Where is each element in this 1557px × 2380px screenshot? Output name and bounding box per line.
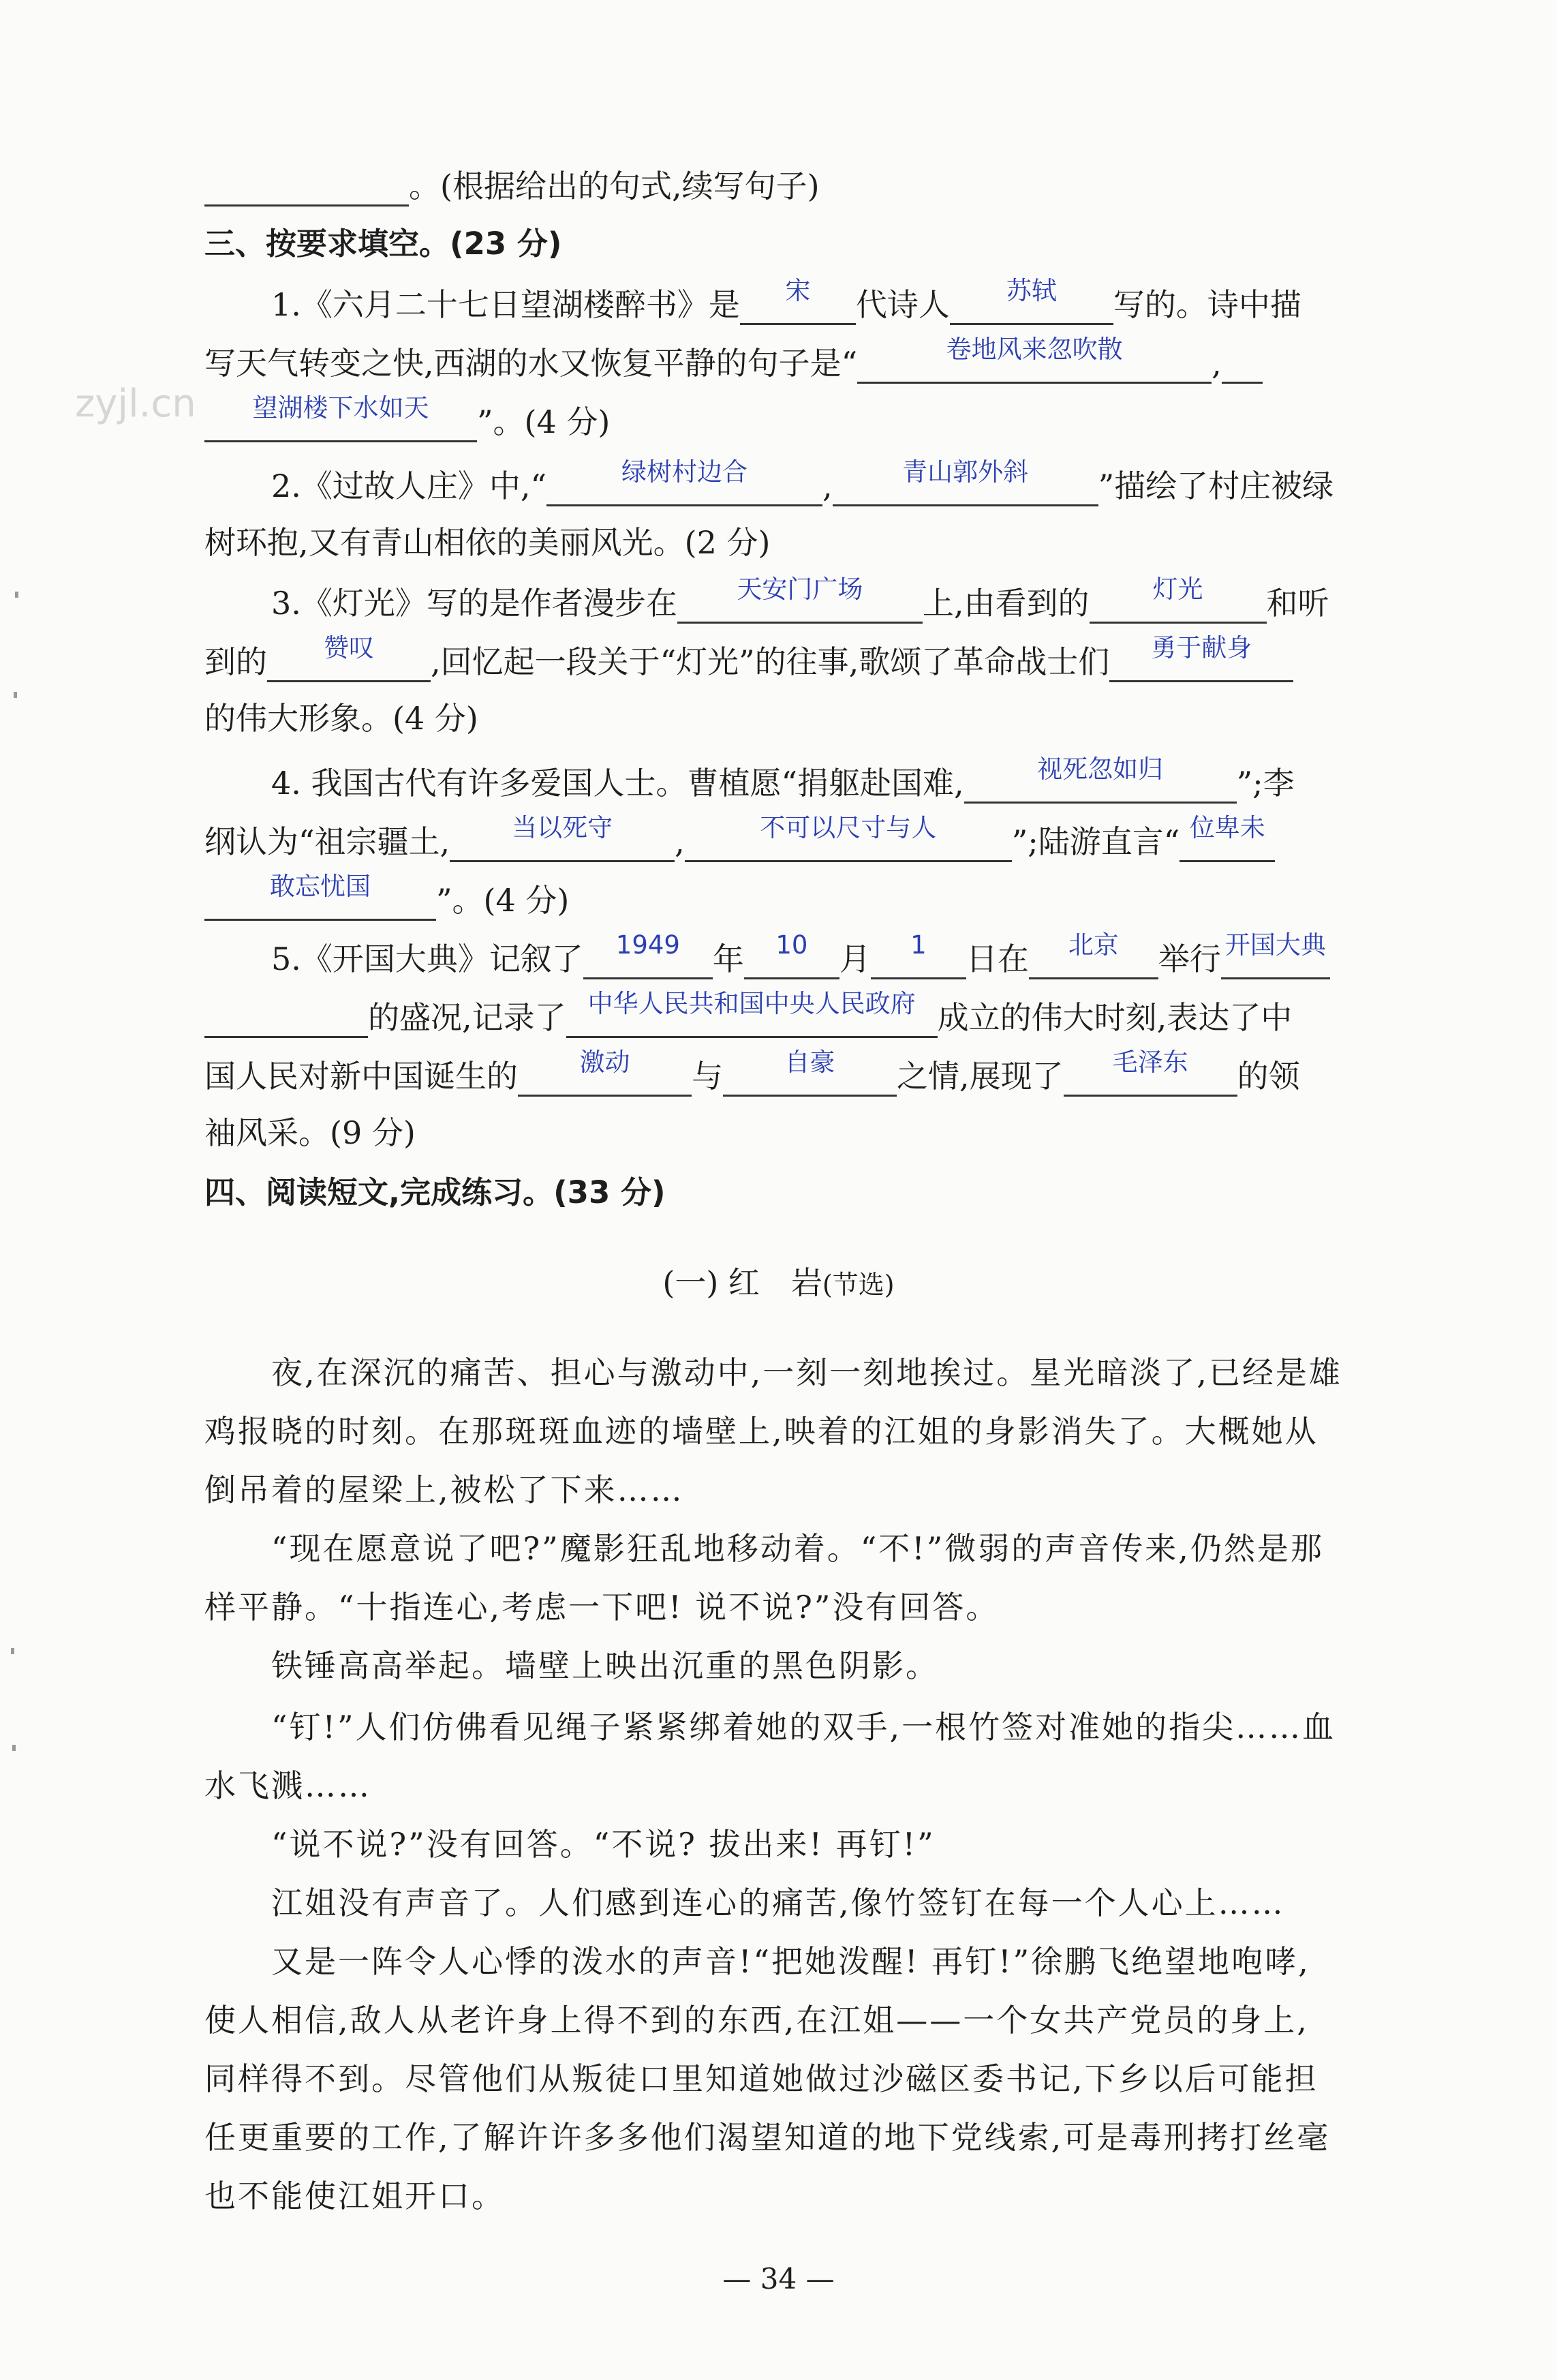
q4-answer3: 不可以尺寸与人 xyxy=(760,813,937,842)
passage-line: 任更重要的工作,了解许许多多他们渴望知道的地下党线索,可是毒刑拷打丝毫 xyxy=(204,2119,1331,2156)
q2-answer1: 绿树村边合 xyxy=(621,457,748,487)
q5-answer8: 自豪 xyxy=(784,1048,835,1077)
q3-blank3 xyxy=(267,633,431,682)
q5-answer9: 毛泽东 xyxy=(1112,1048,1188,1077)
q3-answer4: 勇于献身 xyxy=(1151,633,1252,662)
q4-answer1: 视死忽如归 xyxy=(1037,754,1164,784)
q5-blank2 xyxy=(744,930,839,979)
scan-speck xyxy=(11,1648,14,1654)
passage-line: 倒吊着的屋梁上,被松了下来…… xyxy=(204,1471,684,1508)
passage-line: 样平静。“十指连心,考虑一下吧! 说不说?”没有回答。 xyxy=(204,1589,1000,1626)
q4-line3: 敢忘忧国 ”。(4 分) xyxy=(204,878,1390,921)
q3-blank4 xyxy=(1109,633,1293,682)
q1-line2: 写天气转变之快,西湖的水又恢复平静的句子是“ 卷地风来忽吹散 , xyxy=(204,341,1390,384)
scan-speck xyxy=(14,692,17,698)
page-number: — 34 — xyxy=(722,2262,835,2295)
intro-line: 。(根据给出的句式,续写句子) xyxy=(204,164,1390,207)
q5-blank7 xyxy=(518,1048,692,1097)
reading-title: (一) 红 岩(节选) xyxy=(662,1264,895,1301)
q1-blank1 xyxy=(740,276,856,325)
q5-blank4 xyxy=(1029,930,1158,979)
q3-answer3: 赞叹 xyxy=(324,633,374,662)
q1-blank4 xyxy=(204,393,477,442)
q1-line1: 1.《六月二十七日望湖楼醉书》是 宋 代诗人 苏轼 写的。诗中描 xyxy=(271,282,1390,325)
q2-line1: 2.《过故人庄》中,“ 绿树村边合 , 青山郭外斜 ”描绘了村庄被绿 xyxy=(271,463,1390,506)
q4-blank2 xyxy=(450,813,675,862)
q4-blank1 xyxy=(964,754,1237,804)
q1-answer3: 卷地风来忽吹散 xyxy=(946,335,1123,364)
watermark: zyjl.cn xyxy=(75,382,196,426)
q3-answer1: 天安门广场 xyxy=(737,575,863,604)
section4-title: 四、阅读短文,完成练习。(33 分) xyxy=(204,1174,666,1210)
q1-blank3 xyxy=(857,335,1212,384)
q2-answer2: 青山郭外斜 xyxy=(902,457,1029,487)
q5-blank3 xyxy=(871,930,966,979)
q5-answer1: 1949 xyxy=(615,930,680,960)
q5-answer6: 中华人民共和国中央人民政府 xyxy=(587,989,916,1018)
q5-answer2: 10 xyxy=(775,930,808,960)
q5-blank8 xyxy=(723,1048,897,1097)
q5-blank5 xyxy=(204,995,368,1038)
q1-answer4: 望湖楼下水如天 xyxy=(252,393,429,423)
q5-blank6 xyxy=(566,989,938,1038)
q3-blank1 xyxy=(677,575,923,624)
passage-line: 使人相信,敌人从老许身上得不到的东西,在江姐——一个女共产党员的身上, xyxy=(204,2002,1309,2039)
q5-answer3: 1 xyxy=(910,930,927,960)
q5-line3: 国人民对新中国诞生的 激动 与 自豪 之情,展现了 毛泽东 的领 xyxy=(204,1054,1390,1097)
q5-line2: 的盛况,记录了 中华人民共和国中央人民政府 成立的伟大时刻,表达了中 xyxy=(204,995,1390,1038)
q2-line2: 树环抱,又有青山相依的美丽风光。(2 分) xyxy=(204,524,771,561)
q5-answer5: 开国大典 xyxy=(1224,930,1326,960)
q2-blank2 xyxy=(833,457,1098,506)
q3-line3: 的伟大形象。(4 分) xyxy=(204,700,478,737)
q4-answer4-part2: 敢忘忧国 xyxy=(270,872,371,901)
q4-blank3 xyxy=(685,813,1012,862)
q3-answer2: 灯光 xyxy=(1152,575,1203,604)
q1-answer2: 苏轼 xyxy=(1006,276,1057,305)
passage-line: 江姐没有声音了。人们感到连心的痛苦,像竹签钉在每一个人心上…… xyxy=(271,1885,1285,1921)
passage-line: 水飞溅…… xyxy=(204,1767,371,1804)
section3-title: 三、按要求填空。(23 分) xyxy=(204,226,562,262)
q4-line2: 纲认为“祖宗疆土, 当以死守 , 不可以尺寸与人 ”;陆游直言“ 位卑未 xyxy=(204,819,1390,862)
scan-speck xyxy=(12,1745,16,1751)
q3-blank2 xyxy=(1090,575,1267,624)
scan-speck xyxy=(15,592,18,598)
passage-line: 铁锤高高举起。墙壁上映出沉重的黑色阴影。 xyxy=(271,1647,939,1684)
passage-line: “钉!”人们仿佛看见绳子紧紧绑着她的双手,一根竹签对准她的指尖……血 xyxy=(271,1709,1336,1745)
q1-answer1: 宋 xyxy=(785,276,811,305)
passage-line: “现在愿意说了吧?”魔影狂乱地移动着。“不!”微弱的声音传来,仍然是那 xyxy=(271,1530,1324,1567)
passage-line: 也不能使江姐开口。 xyxy=(204,2178,505,2214)
q1-blank4-start xyxy=(1222,341,1263,384)
q1-blank2 xyxy=(950,276,1113,325)
q3-line2: 到的 赞叹 ,回忆起一段关于“灯光”的往事,歌颂了革命战士们 勇于献身 xyxy=(204,639,1390,682)
q5-blank9 xyxy=(1064,1048,1237,1097)
passage-line: “说不说?”没有回答。“不说? 拔出来! 再钉!” xyxy=(271,1826,936,1863)
q4-answer2: 当以死守 xyxy=(512,813,613,842)
q4-blank4-start xyxy=(1180,813,1275,862)
q4-line1: 4. 我国古代有许多爱国人士。曹植愿“捐躯赴国难, 视死忽如归 ”;李 xyxy=(271,761,1390,804)
reading-subtitle: (节选) xyxy=(822,1270,895,1300)
q5-answer7: 激动 xyxy=(579,1048,630,1077)
q1-line3: 望湖楼下水如天 ”。(4 分) xyxy=(204,399,1390,442)
q5-line1: 5.《开国大典》记叙了 1949 年 10 月 1 日在 北京 举行 开国大典 xyxy=(271,936,1390,979)
passage-line: 鸡报晓的时刻。在那斑斑血迹的墙壁上,映着的江姐的身影消失了。大概她从 xyxy=(204,1413,1319,1450)
q5-answer4: 北京 xyxy=(1068,930,1119,960)
q3-line1: 3.《灯光》写的是作者漫步在 天安门广场 上,由看到的 灯光 和听 xyxy=(271,581,1390,624)
q5-blank1 xyxy=(583,930,713,979)
passage-line: 夜,在深沉的痛苦、担心与激动中,一刻一刻地挨过。星光暗淡了,已经是雄 xyxy=(271,1354,1342,1391)
q5-line4: 袖风采。(9 分) xyxy=(204,1114,416,1151)
blank-line xyxy=(204,164,409,207)
q4-answer4-part1: 位卑未 xyxy=(1189,813,1265,842)
passage-line: 同样得不到。尽管他们从叛徒口里知道她做过沙磁区委书记,下乡以后可能担 xyxy=(204,2060,1319,2097)
q5-blank5-start xyxy=(1221,930,1330,979)
q2-blank1 xyxy=(546,457,822,506)
passage-line: 又是一阵令人心悸的泼水的声音!“把她泼醒! 再钉!”徐鹏飞绝望地咆哮, xyxy=(271,1943,1310,1980)
